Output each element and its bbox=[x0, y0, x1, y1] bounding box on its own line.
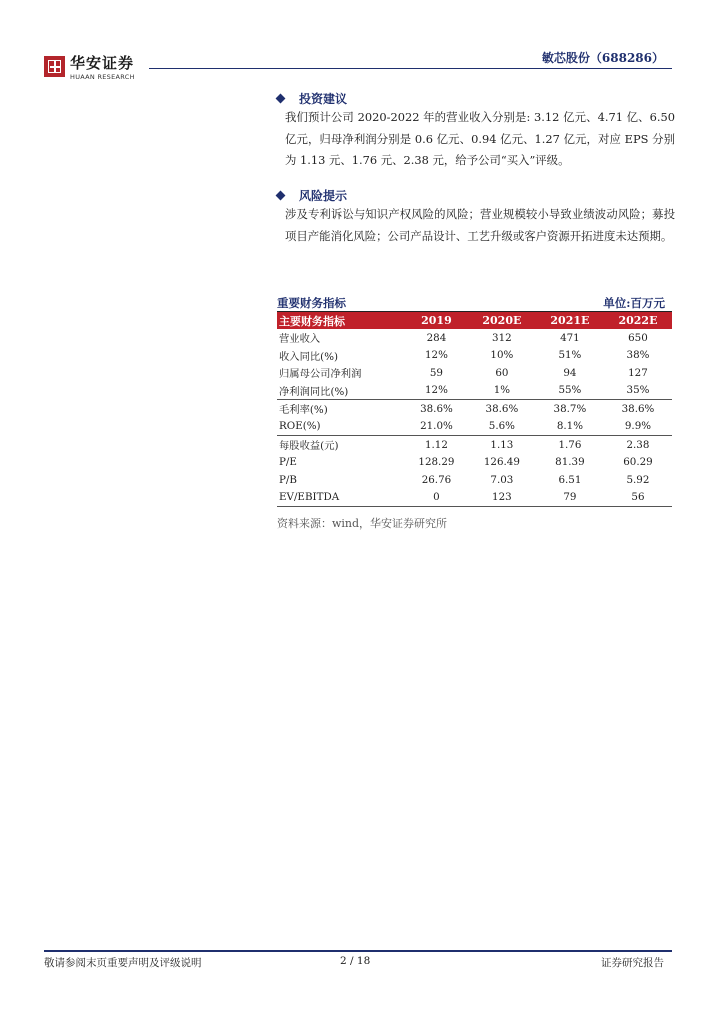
table-cell: 1.12 bbox=[405, 436, 468, 454]
table-cell: 5.6% bbox=[488, 420, 515, 433]
table-row bbox=[277, 436, 672, 454]
header-cell: 主要财务指标 bbox=[277, 312, 405, 329]
company-logo bbox=[44, 56, 135, 81]
row-label: EV/EBITDA bbox=[277, 489, 405, 507]
row-label: 收入同比(%) bbox=[279, 350, 339, 363]
table-cell: 12% bbox=[424, 349, 448, 362]
report-title: 敏芯股份（688286） bbox=[541, 51, 664, 65]
table-cell: 5.92 bbox=[626, 473, 650, 486]
row-label: 净利润同比(%) bbox=[279, 385, 349, 398]
page-number: 2 / 18 bbox=[340, 955, 371, 967]
table-unit: 单位:百万元 bbox=[603, 296, 665, 310]
seal-icon bbox=[44, 56, 65, 77]
table-row bbox=[277, 489, 672, 507]
table-cell: 8.1% bbox=[556, 420, 583, 433]
risk-heading-text: 风险提示 bbox=[299, 189, 348, 203]
risk-heading bbox=[277, 187, 347, 204]
row-label: 毛利率(%) bbox=[277, 400, 405, 418]
table-cell: 60 bbox=[495, 366, 509, 379]
table-cell: 35% bbox=[626, 384, 650, 397]
table-cell: 2.38 bbox=[604, 436, 672, 454]
table-cell: 284 bbox=[426, 331, 447, 344]
header-cell: 2019 bbox=[405, 312, 468, 329]
table-cell: 1% bbox=[493, 384, 511, 397]
header-cell: 2020E bbox=[468, 312, 536, 329]
table-cell: 55% bbox=[558, 384, 582, 397]
table-row bbox=[277, 364, 672, 382]
table-title: 重要财务指标 bbox=[277, 296, 346, 310]
diamond-bullet-icon bbox=[276, 191, 286, 201]
table-cell: 123 bbox=[468, 489, 536, 507]
header-cell: 2022E bbox=[604, 312, 672, 329]
header-divider bbox=[149, 68, 672, 69]
diamond-bullet-icon bbox=[276, 94, 286, 104]
row-label: ROE(%) bbox=[279, 420, 321, 433]
table-cell: 471 bbox=[560, 331, 580, 344]
logo-chinese-name: 华安证券 bbox=[70, 54, 135, 72]
investment-paragraph: 我们预计公司 2020-2022 年的营业收入分别是: 3.12 亿元、4.71 亿、6.50 亿元，归母净利润分别是 0.6 亿元、0.94 亿元、1.27 亿元，对应 EPS 分别为 1.13 元、1.76 元、2.38 元，给予公司“买入”评级。 bbox=[285, 110, 675, 167]
table-header-row bbox=[277, 312, 672, 329]
table-cell: 0 bbox=[405, 489, 468, 507]
header-cell: 2021E bbox=[536, 312, 604, 329]
table-cell: 38.7% bbox=[536, 400, 604, 418]
table-cell: 650 bbox=[628, 331, 648, 344]
table-cell: 6.51 bbox=[558, 473, 582, 486]
row-label: P/E bbox=[279, 456, 297, 469]
table-cell: 9.9% bbox=[624, 420, 652, 433]
table-row bbox=[277, 400, 672, 418]
financial-table bbox=[277, 312, 672, 507]
row-label: 营业收入 bbox=[279, 333, 321, 346]
table-cell: 38.6% bbox=[468, 400, 536, 418]
table-cell: 94 bbox=[563, 366, 577, 379]
table-cell: 60.29 bbox=[623, 456, 653, 469]
risk-paragraph: 涉及专利诉讼与知识产权风险的风险；营业规模较小导致业绩波动风险；募投项目产能消化风险；公司产品设计、工艺升级或客户资源开拓进度未达预期。 bbox=[285, 207, 675, 243]
table-cell: 38% bbox=[626, 349, 650, 362]
row-label: 每股收益(元) bbox=[277, 436, 405, 454]
table-row bbox=[277, 418, 672, 436]
row-label: P/B bbox=[279, 473, 297, 486]
table-cell: 51% bbox=[558, 349, 582, 362]
table-cell: 79 bbox=[536, 489, 604, 507]
table-cell: 1.13 bbox=[468, 436, 536, 454]
table-cell: 38.6% bbox=[405, 400, 468, 418]
table-cell: 10% bbox=[490, 349, 514, 362]
table-cell: 127 bbox=[628, 366, 648, 379]
table-cell: 128.29 bbox=[418, 456, 455, 469]
table-cell: 1.76 bbox=[536, 436, 604, 454]
table-cell: 26.76 bbox=[421, 473, 452, 486]
table-cell: 312 bbox=[492, 331, 512, 344]
investment-heading-text: 投资建议 bbox=[299, 92, 348, 106]
table-row bbox=[277, 471, 672, 489]
table-source-note: 资料来源：wind，华安证券研究所 bbox=[277, 517, 448, 530]
investment-heading bbox=[277, 90, 347, 107]
table-cell: 7.03 bbox=[490, 473, 514, 486]
table-cell: 21.0% bbox=[420, 420, 453, 433]
row-label: 归属母公司净利润 bbox=[279, 368, 362, 381]
table-cell: 12% bbox=[424, 384, 448, 397]
table-cell: 56 bbox=[604, 489, 672, 507]
logo-english-name: HUAAN RESEARCH bbox=[70, 73, 135, 81]
table-row bbox=[277, 347, 672, 365]
table-cell: 38.6% bbox=[604, 400, 672, 418]
report-type: 证券研究报告 bbox=[601, 957, 664, 969]
footer-divider bbox=[44, 950, 672, 952]
table-cell: 59 bbox=[429, 366, 443, 379]
table-cell: 126.49 bbox=[483, 456, 520, 469]
table-row bbox=[277, 382, 672, 400]
table-row bbox=[277, 454, 672, 472]
table-row bbox=[277, 329, 672, 347]
disclaimer-note: 敬请参阅末页重要声明及评级说明 bbox=[44, 957, 202, 969]
table-cell: 81.39 bbox=[555, 456, 585, 469]
